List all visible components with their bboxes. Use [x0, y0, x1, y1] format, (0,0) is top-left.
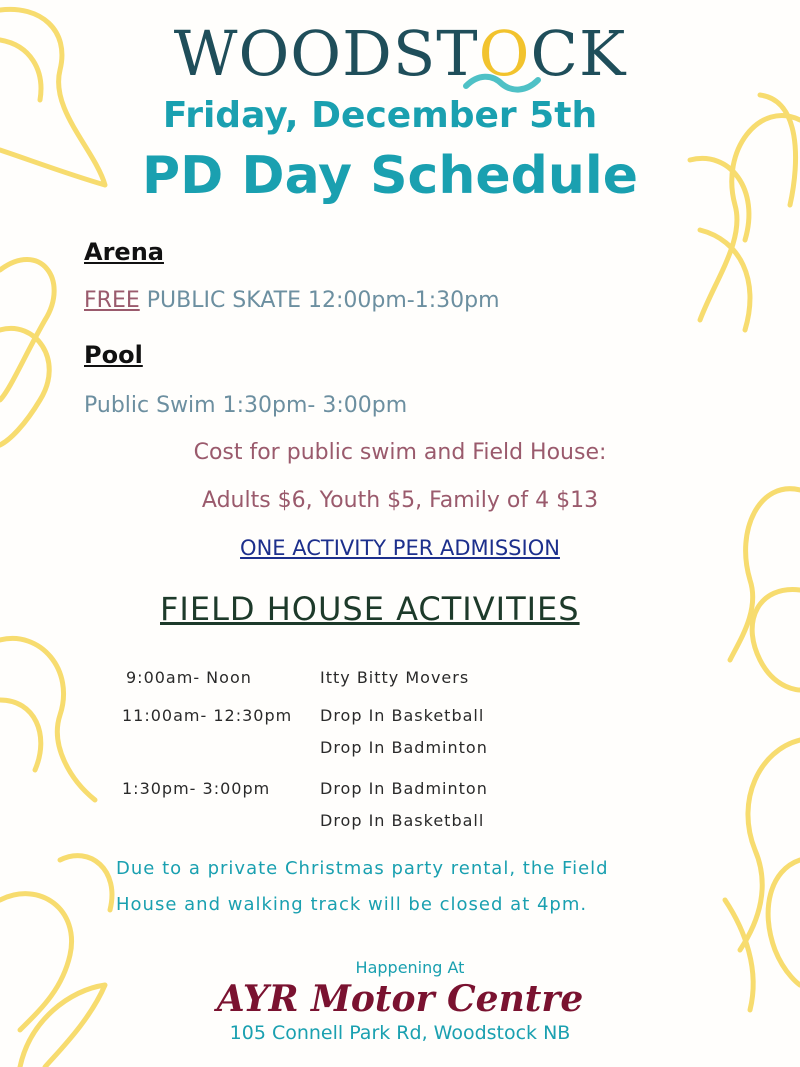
- cost-line-2: Adults $6, Youth $5, Family of 4 $13: [201, 488, 599, 513]
- woodstock-logo: [0, 18, 800, 90]
- venue-name: AYR Motor Centre: [216, 978, 584, 1020]
- logo-wave-icon: [462, 72, 542, 94]
- schedule-activity: Drop In Basketball: [320, 811, 485, 830]
- page-title: PD Day Schedule: [142, 146, 638, 206]
- event-date: Friday, December 5th: [162, 95, 598, 136]
- public-swim-text: Public Swim 1:30pm- 3:00pm: [84, 393, 408, 418]
- arena-heading: Arena: [84, 238, 164, 266]
- schedule-activity: Itty Bitty Movers: [320, 668, 470, 687]
- outline-flower-icon: [730, 489, 800, 690]
- closure-note-line-1: Due to a private Christmas party rental, the Field: [116, 858, 609, 879]
- field-house-heading: FIELD HOUSE ACTIVITIES: [160, 590, 580, 628]
- schedule-time: 11:00am- 12:30pm: [122, 706, 293, 725]
- happening-at-label: Happening At: [355, 958, 465, 977]
- logo-text-start: WOODST: [173, 17, 479, 90]
- free-label: FREE: [84, 288, 140, 313]
- schedule-time: 9:00am- Noon: [126, 668, 252, 687]
- outline-flower-icon: [0, 260, 54, 445]
- admission-note: ONE ACTIVITY PER ADMISSION: [240, 536, 560, 560]
- arena-skate-line: [84, 288, 500, 313]
- logo-text-end: CK: [530, 17, 627, 90]
- pool-heading: Pool: [84, 341, 143, 369]
- schedule-time: 1:30pm- 3:00pm: [122, 779, 271, 798]
- schedule-activity: Drop In Badminton: [320, 779, 488, 798]
- schedule-activity: Drop In Badminton: [320, 738, 488, 757]
- cost-line-1: Cost for public swim and Field House:: [193, 440, 607, 465]
- closure-note-line-2: House and walking track will be closed at 4pm.: [116, 894, 588, 915]
- logo-letter-o: O: [478, 17, 531, 90]
- schedule-activity: Drop In Basketball: [320, 706, 485, 725]
- venue-address: 105 Connell Park Rd, Woodstock NB: [229, 1022, 571, 1044]
- outline-leaf-icon: [0, 638, 95, 800]
- public-skate-text: PUBLIC SKATE 12:00pm-1:30pm: [146, 288, 500, 313]
